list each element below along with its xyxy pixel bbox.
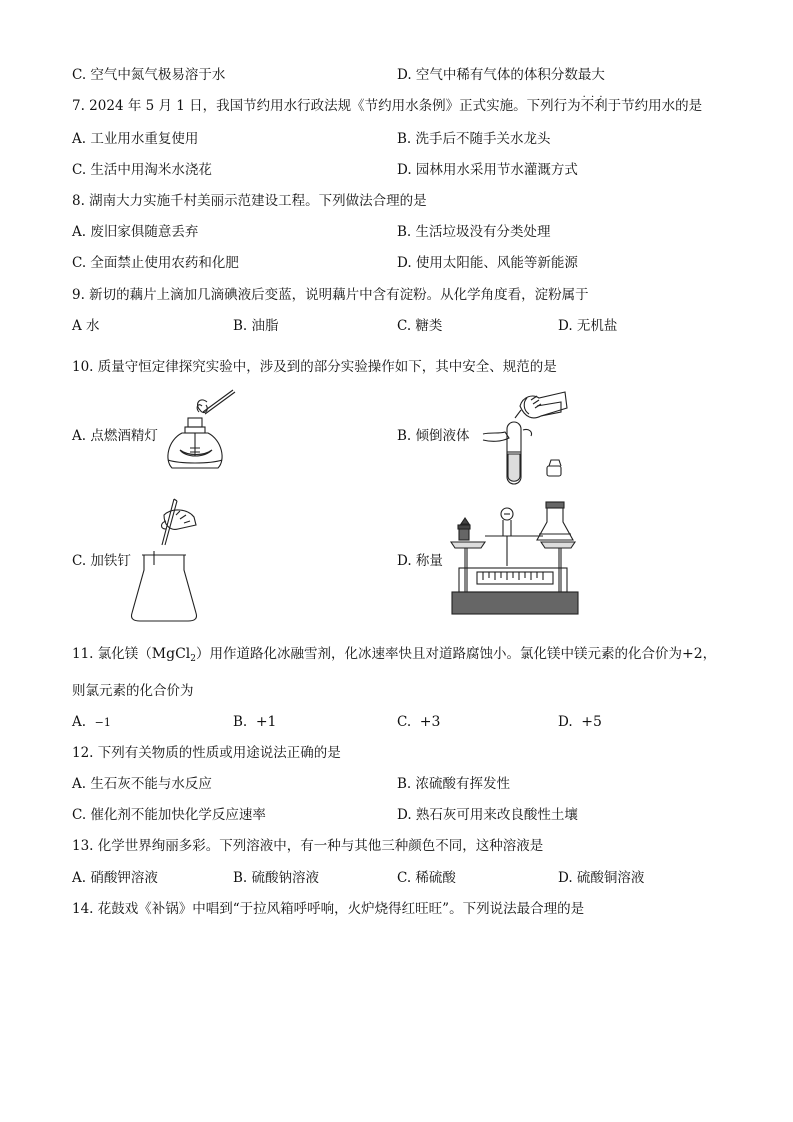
q9-option-a: A 水 (72, 318, 100, 334)
q6-option-d: D. 空气中稀有气体的体积分数最大 (397, 67, 605, 83)
q11-stem: 11. 氯化镁（MgCl$_2$）用作道路化冰融雪剂，化冰速率快且对道路腐蚀小。氯化镁中镁元素的化合价为+2， (72, 646, 717, 664)
q12-option-d: D. 熟石灰可用来改良酸性土壤 (397, 807, 578, 823)
q12-option-a: A. 生石灰不能与水反应 (72, 776, 212, 792)
q8-stem: 8. 湖南大力实施千村美丽示范建设工程。下列做法合理的是 (72, 193, 427, 209)
q12-option-b: B. 浓硫酸有挥发性 (397, 776, 511, 792)
q8-option-b: B. 生活垃圾没有分类处理 (397, 224, 551, 240)
q7-option-d: D. 园林用水采用节水灌溉方式 (397, 162, 578, 178)
q12-option-c: C. 催化剂不能加快化学反应速率 (72, 807, 266, 823)
q7-option-c: C. 生活中用淘米水浇花 (72, 162, 212, 178)
q8-option-d: D. 使用太阳能、风能等新能源 (397, 255, 578, 271)
q10-stem: 10. 质量守恒定律探究实验中，涉及到的部分实验操作如下，其中安全、规范的是 (72, 359, 557, 375)
q10-option-a: A. 点燃酒精灯 (72, 428, 158, 444)
q8-option-c: C. 全面禁止使用农药和化肥 (72, 255, 239, 271)
q11-option-b: B. +1 (233, 714, 277, 730)
alcohol-lamp-lighting-icon (160, 388, 240, 483)
q13-stem: 13. 化学世界绚丽多彩。下列溶液中，有一种与其他三种颜色不同，这种溶液是 (72, 838, 544, 854)
pouring-liquid-icon (475, 388, 575, 488)
q10-option-d: D. 称量 (397, 553, 443, 569)
q12-stem: 12. 下列有关物质的性质或用途说法正确的是 (72, 745, 341, 761)
q10-option-c: C. 加铁钉 (72, 553, 131, 569)
q11-option-d: D. +5 (558, 714, 602, 730)
adding-iron-nail-icon (130, 495, 205, 625)
q11-option-c: C. +3 (397, 714, 441, 730)
q14-stem: 14. 花鼓戏《补锅》中唱到“于拉风箱呼呼响，火炉烧得红旺旺”。下列说法最合理的是 (72, 901, 585, 917)
q8-option-a: A. 废旧家俱随意丢弃 (72, 224, 199, 240)
q11-option-a: A. −1 (72, 714, 111, 730)
q7-stem: 7. 2024 年 5 月 1 日，我国节约用水行政法规《节约用水条例》正式实施。下列行为不利于 · · ·节约用水的是 (72, 97, 702, 115)
q10-option-b: B. 倾倒液体 (397, 428, 470, 444)
q11-stem-line2: 则氯元素的化合价为 (72, 683, 194, 699)
formula-mgcl2: MgCl$_2$ (151, 646, 196, 664)
q13-option-a: A. 硝酸钾溶液 (72, 870, 158, 886)
q9-stem: 9. 新切的藕片上滴加几滴碘液后变蓝，说明藕片中含有淀粉。从化学角度看，淀粉属于 (72, 287, 589, 303)
q13-option-b: B. 硫酸钠溶液 (233, 870, 320, 886)
q7-emphasis: 不利于 · · · (581, 98, 622, 114)
q13-option-d: D. 硫酸铜溶液 (558, 870, 645, 886)
balance-weighing-icon (447, 500, 582, 620)
q9-option-d: D. 无机盐 (558, 318, 618, 334)
q7-option-b: B. 洗手后不随手关水龙头 (397, 131, 551, 147)
valence-mg: +2 (682, 646, 703, 662)
q7-option-a: A. 工业用水重复使用 (72, 131, 199, 147)
q9-option-c: C. 糖类 (397, 318, 443, 334)
q13-option-c: C. 稀硫酸 (397, 870, 456, 886)
q6-option-c: C. 空气中氮气极易溶于水 (72, 67, 226, 83)
q9-option-b: B. 油脂 (233, 318, 279, 334)
